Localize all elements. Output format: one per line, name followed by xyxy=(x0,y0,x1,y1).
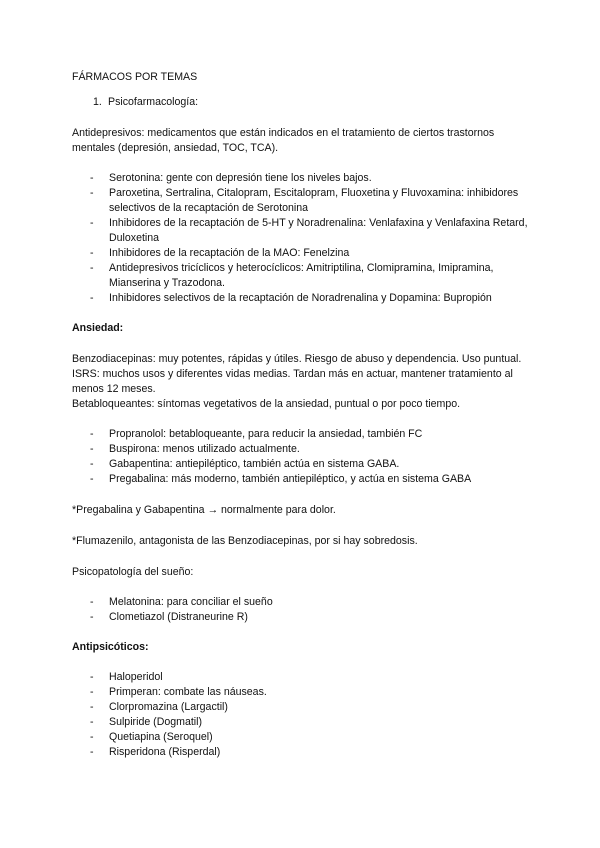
list-item: - Inhibidores selectivos de la recaptación de Noradrenalina y Dopamina: Bupropión xyxy=(90,292,492,304)
bullet-dash: - xyxy=(90,217,94,229)
ansiedad-paragraph: Betabloqueantes: síntomas vegetativos de la ansiedad, puntual o por poco tiempo. xyxy=(72,398,461,410)
bullet-dash: - xyxy=(90,443,94,455)
list-item: - Serotonina: gente con depresión tiene los niveles bajos. xyxy=(90,172,372,184)
document-page xyxy=(72,68,532,760)
section-heading-antipsicoticos: Antipsicóticos: xyxy=(72,641,149,653)
list-item: - Inhibidores de la recaptación de 5-HT y Noradrenalina: Venlafaxina y Venlafaxina Retard, Duloxetina xyxy=(90,217,528,244)
ansiedad-paragraph: Benzodiacepinas: muy potentes, rápidas y útiles. Riesgo de abuso y dependencia. Uso puntual. xyxy=(72,353,522,365)
bullet-dash: - xyxy=(90,172,94,184)
document-title: FÁRMACOS POR TEMAS xyxy=(72,71,198,83)
section-number: 1. xyxy=(93,96,102,108)
section-heading-sueno: Psicopatología del sueño: xyxy=(72,566,194,578)
note-flumazenilo: *Flumazenilo, antagonista de las Benzodiacepinas, por si hay sobredosis. xyxy=(72,535,418,547)
section-heading-psicofarmacologia xyxy=(72,95,532,110)
list-item: - Buspirona: menos utilizado actualmente. xyxy=(90,443,300,455)
section-label: Psicofarmacología: xyxy=(108,96,199,108)
bullet-dash: - xyxy=(90,596,94,608)
antipsicoticos-list xyxy=(72,670,532,760)
list-item: - Quetiapina (Seroquel) xyxy=(90,731,213,743)
sueno-list xyxy=(72,595,532,625)
section-heading-ansiedad: Ansiedad: xyxy=(72,322,124,334)
bullet-dash: - xyxy=(90,292,94,304)
bullet-dash: - xyxy=(90,262,94,274)
ansiedad-list xyxy=(72,427,532,487)
antidepresivos-intro: Antidepresivos: medicamentos que están indicados en el tratamiento de ciertos trastornos mentales (depresión, ansiedad, TOC, TCA). xyxy=(72,127,495,154)
bullet-dash: - xyxy=(90,746,94,758)
bullet-dash: - xyxy=(90,473,94,485)
bullet-dash: - xyxy=(90,187,94,199)
bullet-dash: - xyxy=(90,671,94,683)
bullet-dash: - xyxy=(90,701,94,713)
ansiedad-paragraph: ISRS: muchos usos y diferentes vidas medias. Tardan más en actuar, mantener tratamiento al menos 12 meses. xyxy=(72,368,513,395)
list-item: - Propranolol: betabloqueante, para reducir la ansiedad, también FC xyxy=(90,428,423,440)
antidepresivos-list xyxy=(72,171,532,306)
list-item: - Risperidona (Risperdal) xyxy=(90,746,221,758)
list-item: - Paroxetina, Sertralina, Citalopram, Escitalopram, Fluoxetina y Fluvoxamina: inhibidores selectivos de la recaptación de Serotonina xyxy=(90,187,519,214)
list-item: - Haloperidol xyxy=(90,671,163,683)
list-item: - Pregabalina: más moderno, también antiepiléptico, y actúa en sistema GABA xyxy=(90,473,472,485)
list-item: - Gabapentina: antiepiléptico, también actúa en sistema GABA. xyxy=(90,458,400,470)
list-item: - Primperan: combate las náuseas. xyxy=(90,686,267,698)
bullet-dash: - xyxy=(90,458,94,470)
list-item: - Clometiazol (Distraneurine R) xyxy=(90,611,248,623)
bullet-dash: - xyxy=(90,731,94,743)
list-item: - Clorpromazina (Largactil) xyxy=(90,701,228,713)
list-item: - Inhibidores de la recaptación de la MAO: Fenelzina xyxy=(90,247,350,259)
list-item: - Antidepresivos tricíclicos y heterocíclicos: Amitriptilina, Clomipramina, Imipramina, Mianserina y Trazodona. xyxy=(90,262,494,289)
bullet-dash: - xyxy=(90,247,94,259)
bullet-dash: - xyxy=(90,686,94,698)
list-item: - Sulpiride (Dogmatil) xyxy=(90,716,203,728)
bullet-dash: - xyxy=(90,611,94,623)
bullet-dash: - xyxy=(90,716,94,728)
note-pregabalina: *Pregabalina y Gabapentina → normalmente para dolor. xyxy=(72,504,336,516)
bullet-dash: - xyxy=(90,428,94,440)
list-item: - Melatonina: para conciliar el sueño xyxy=(90,596,273,608)
